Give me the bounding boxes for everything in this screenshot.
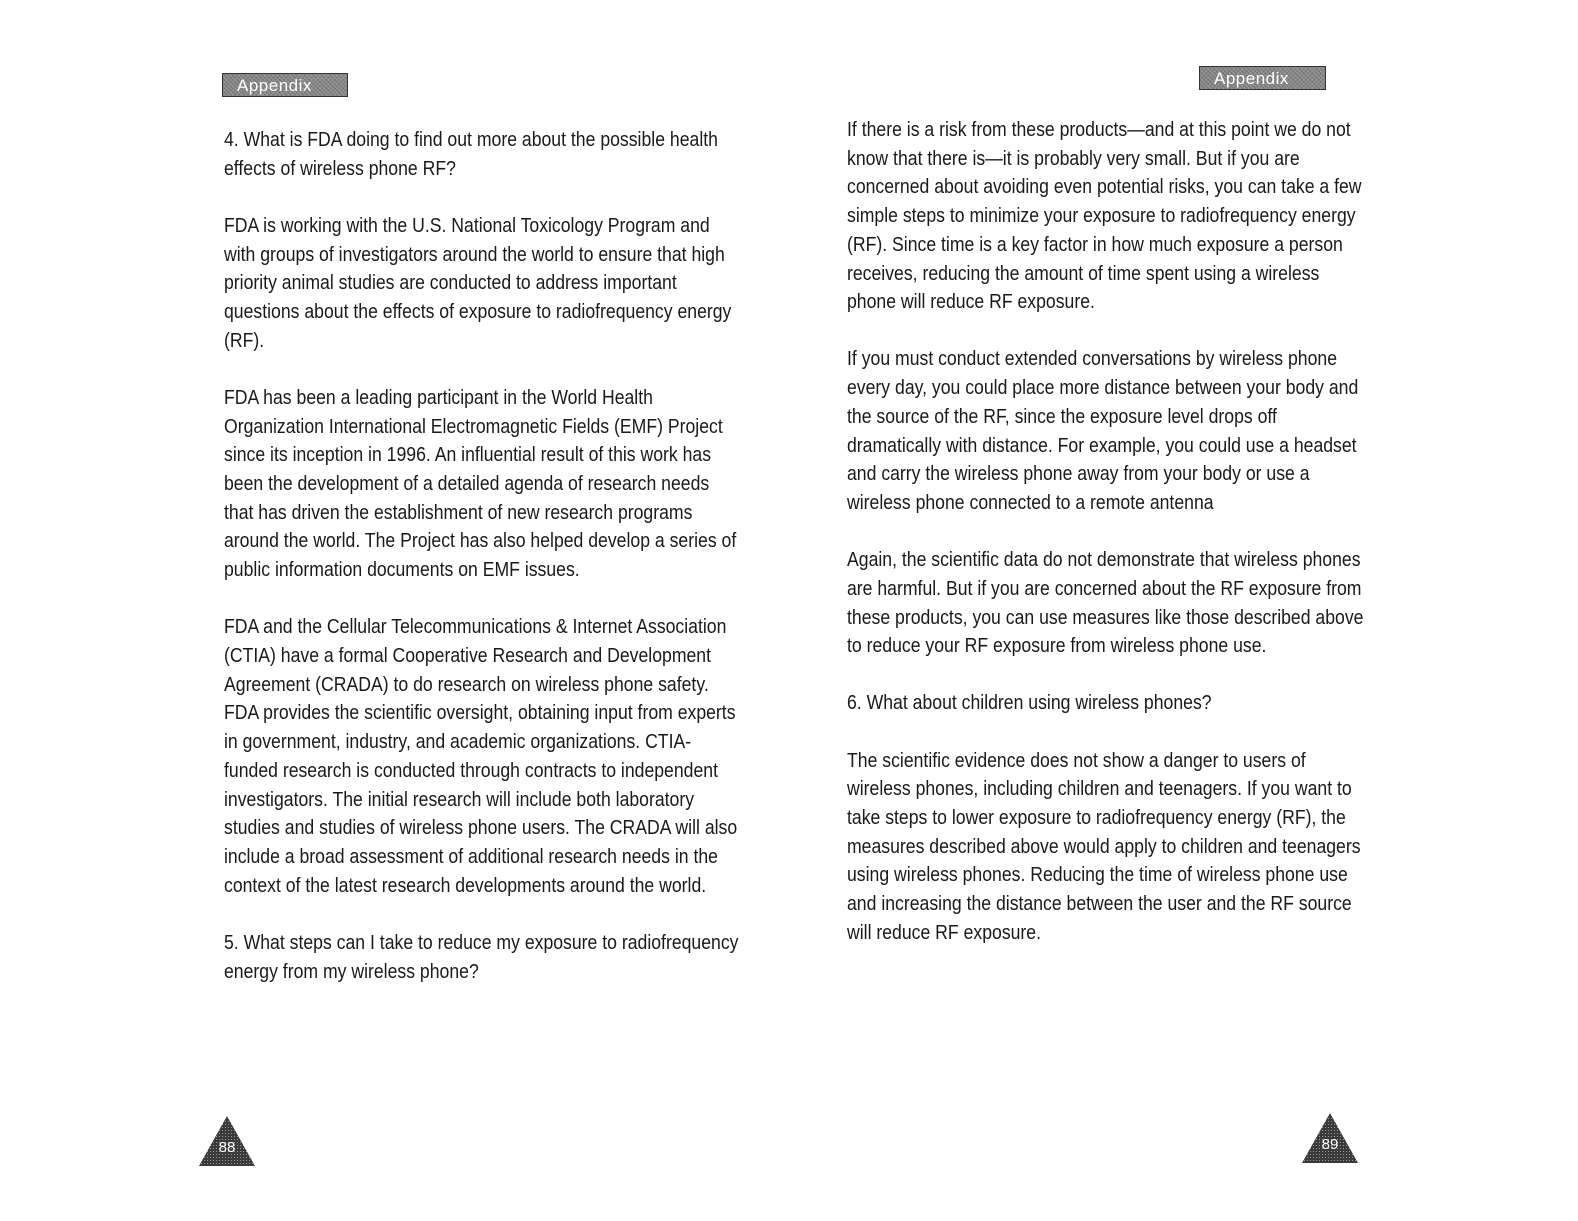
right-text-column <box>847 116 1366 976</box>
paragraph-children-teenagers: The scientific evidence does not show a danger to users of wireless phones, including children and teenagers. If you want to take steps to lower exposure to radiofrequency energy (RF), the measures described above would apply to children and teenagers using wireless phones. Reducing the time of wireless phone use and increasing the distance between the user and the RF source will reduce RF exposure. <box>847 748 1361 944</box>
paragraph-scientific-data: Again, the scientific data do not demonstrate that wireless phones are harmful. But if you are concerned about the RF exposure from these products, you can use measures like those described above to reduce your RF exposure from wireless phone use. <box>847 548 1364 658</box>
question-5-heading: 5. What steps can I take to reduce my exposure to radiofrequency energy from my wireless phone? <box>224 930 739 983</box>
paragraph-ntp-studies: FDA is working with the U.S. National Toxicology Program and with groups of investigators around the world to ensure that high priority animal studies are conducted to address important questions about the effects of exposure to radiofrequency energy (RF). <box>224 213 732 352</box>
section-label-appendix: Appendix <box>1199 66 1326 90</box>
paragraph-who-emf-project: FDA has been a leading participant in the World Health Organization International Electromagnetic Fields (EMF) Project since its inception in 1996. An influential result of this work has been the development of a detailed agenda of research needs that has driven the establishment of new research programs around the world. The Project has also helped develop a series of public information documents on EMF issues. <box>224 385 737 582</box>
page-number-badge <box>198 1115 256 1167</box>
section-label-appendix: Appendix <box>222 73 348 97</box>
question-4-heading: 4. What is FDA doing to find out more about the possible health effects of wireless phone RF? <box>224 128 718 180</box>
right-page <box>789 0 1578 1221</box>
page-number: 88 <box>218 1139 236 1156</box>
page-number-badge <box>1301 1112 1359 1164</box>
page-number: 89 <box>1321 1136 1339 1153</box>
paragraph-ctia-crada: FDA and the Cellular Telecommunications & Internet Association (CTIA) have a formal Cooperative Research and Development Agreement (CRADA) to do research on wireless phone safety. FDA provides the scientific oversight, obtaining input from experts in government, industry, and academic organizations. CTIA-funded research is conducted through contracts to independent investigators. The initial research will include both laboratory studies and studies of wireless phone users. The CRADA will also include a broad assessment of additional research needs in the context of the latest research developments around the world. <box>224 615 738 897</box>
left-text-column <box>224 126 743 1015</box>
paragraph-distance-headset: If you must conduct extended conversations by wireless phone every day, you could place more distance between your body and the source of the RF, since the exposure level drops off dramatically with distance. For example, you could use a headset and carry the wireless phone away from your body or use a wireless phone connected to a remote antenna <box>847 347 1359 514</box>
paragraph-risk-minimize: If there is a risk from these products—and at this point we do not know that there is—it is probably very small. But if you are concerned about avoiding even potential risks, you can take a few simple steps to minimize your exposure to radiofrequency energy (RF). Since time is a key factor in how much exposure a person receives, reducing the amount of time spent using a wireless phone will reduce RF exposure. <box>847 118 1362 314</box>
question-6-heading: 6. What about children using wireless phones? <box>847 691 1212 715</box>
